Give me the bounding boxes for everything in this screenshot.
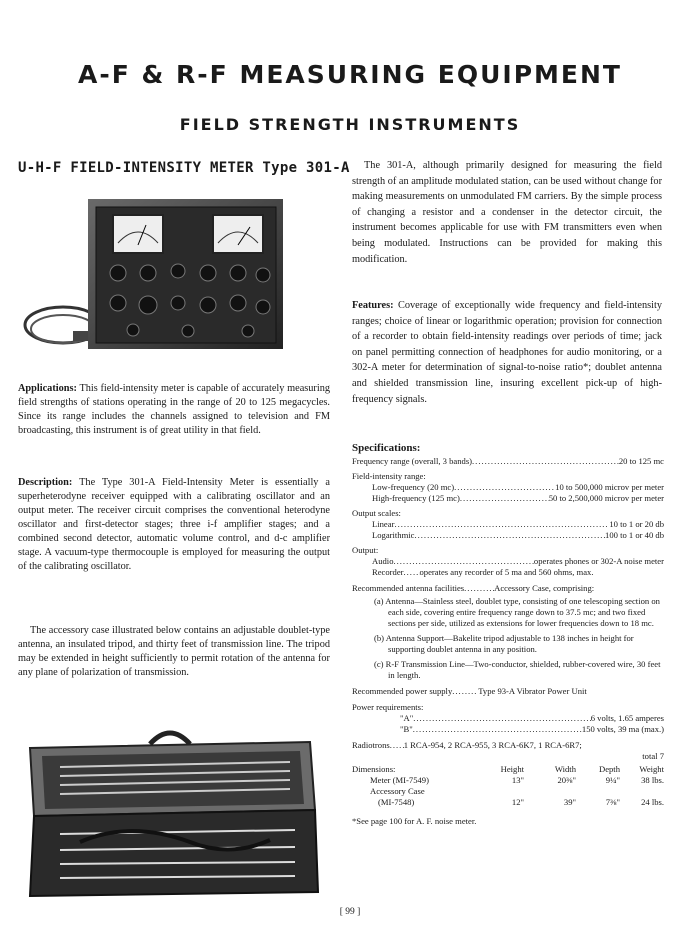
applications-label: Applications: [18, 383, 77, 394]
spec-radiotrons-total: total 7 [642, 751, 664, 761]
description-label: Description: [18, 477, 73, 488]
table-row: Accessory Case [370, 786, 425, 796]
spec-audio: Audio ..... operates phones or 302-A noise meter [352, 556, 664, 567]
spec-power-supply: Recommended power supply ..... Type 93-A Vibrator Power Unit [352, 686, 664, 697]
page-subtitle: FIELD STRENGTH INSTRUMENTS [179, 115, 521, 134]
spec-linear: Linear ..... 10 to 1 or 20 db [352, 519, 664, 530]
spec-logarithmic: Logarithmic ..... 100 to 1 or 40 db [352, 530, 664, 541]
features-text: Coverage of exceptionally wide frequency and field-intensity ranges; choice of linear or logarithmic operation; provision for connection of a recorder to obtain field-intensity readings over periods of time; jack on panel permitting connection of headphones for audio monitoring, or a 302-A meter for determination of signal-to-noise ratio*; doublet antenna and shielded transmission line, insuring excellent pick-up of high-frequency signals. [352, 300, 662, 405]
features-label: Features: [352, 300, 394, 311]
intro-paragraph: The 301-A, although primarily designed for measuring the field strength of an amplitude modulated station, can be used without change for making measurements on unmodulated FM carriers. By the simple process of changing a resistor and a condenser in the detector circuit, the instrument becomes applicable for use with FM transmitters even when being modulated. Instructions can be provided for making this modification. [352, 160, 662, 265]
spec-power-b: "B" ..... 150 volts, 39 ma (max.) [352, 724, 664, 735]
specifications-block [352, 443, 664, 827]
spec-antenna-c: (c) R-F Transmission Line—Two-conductor, shielded, rubber-covered wire, 30 feet in length. [374, 659, 661, 680]
spec-antenna: Recommended antenna facilities ..... Accessory Case, comprising: [352, 583, 664, 594]
spec-field-range-label: Field-intensity range: [352, 471, 426, 481]
spec-output-label: Output: [352, 545, 379, 555]
description-paragraph [18, 476, 330, 574]
spec-power-req-label: Power requirements: [352, 702, 424, 712]
description-text: The Type 301-A Field-Intensity Meter is essentially a superheterodyne receiver equipped with a calibrating oscillator and an output meter. The receiver circuit comprises the conventional heterodyne oscillator and first-detector stages; three i-f amplifier stages; and a combined second detector, automatic volume control, and d-c amplifier stage. A vacuum-type thermocouple is employed for measuring the output of the calibrating oscillator. [18, 477, 330, 572]
accessory-paragraph: The accessory case illustrated below contains an adjustable doublet-type antenna, an insulated tripod, and thirty feet of transmission line. The tripod may be extended in height sufficiently to permit rotation of the antenna for any plane of polarization of transmission. [18, 625, 330, 678]
table-row: Meter (MI-7549) 13" 20⅜" 9¼" 38 lbs. [370, 775, 664, 785]
spec-antenna-a: (a) Antenna—Stainless steel, doublet type, consisting of one telescoping section on each side, covering entire frequency range down to 37.5 mc; and two fixed sections per side, utilized as extensions for lower frequencies down to 18 mc. [374, 596, 660, 628]
dimensions-label: Dimensions: [352, 764, 396, 774]
spec-power-a: "A" ..... 6 volts, 1.65 amperes [352, 713, 664, 724]
field-intensity-meter-photo [18, 185, 318, 365]
spec-output-scales-label: Output scales: [352, 508, 401, 518]
spec-low-frequency: Low-frequency (20 mc) ..... 10 to 500,000 microv per meter [352, 482, 664, 493]
features-paragraph [352, 298, 662, 407]
page-title: A-F & R-F MEASURING EQUIPMENT [78, 60, 622, 89]
spec-radiotrons: Radiotrons ..... 1 RCA-954, 2 RCA-955, 3 RCA-6K7, 1 RCA-6R7; [352, 740, 664, 751]
accessory-case-photo [20, 712, 320, 902]
product-heading: U-H-F FIELD-INTENSITY METER Type 301-A [18, 160, 350, 176]
applications-text: This field-intensity meter is capable of accurately measuring field strengths of stations operating in the range of 20 to 125 megacycles. Since its range includes the channels assigned to television and FM broadcasting, this instrument is of great utility in that field. [18, 383, 331, 436]
applications-paragraph [18, 382, 330, 438]
spec-label: Frequency range (overall, 3 bands) [352, 456, 473, 466]
page-number: [ 99 ] [339, 907, 361, 917]
spec-recorder: Recorder ..... operates any recorder of 5 ma and 560 ohms, max. [352, 567, 664, 578]
spec-antenna-b: (b) Antenna Support—Bakelite tripod adjustable to 138 inches in height for supporting doublet antenna in any position. [374, 633, 634, 654]
table-row: Dimensions: Height Width Depth Weight [352, 764, 664, 774]
table-row: (MI-7548) 12" 39" 7⅜" 24 lbs. [378, 797, 664, 807]
specifications-heading: Specifications: [352, 442, 421, 454]
spec-value: 20 to 125 mc [618, 456, 664, 466]
dimensions-table [352, 764, 664, 808]
footnote: *See page 100 for A. F. noise meter. [352, 816, 477, 826]
spec-high-frequency: High-frequency (125 mc) ..... 50 to 2,500,000 microv per meter [352, 493, 664, 504]
spec-frequency-range [352, 456, 664, 467]
